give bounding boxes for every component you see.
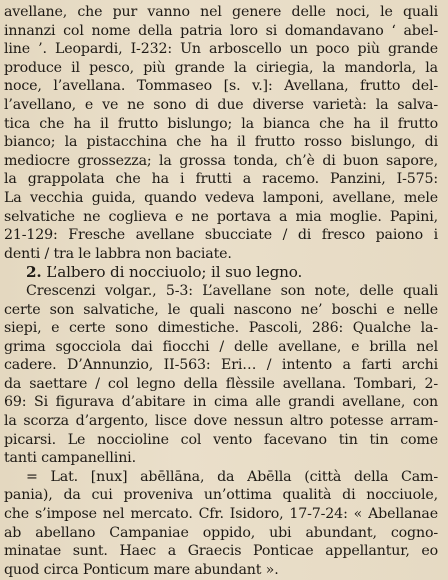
text-line-8: bianco; la pistacchina che ha il frutto rosso bislungo, di — [4, 134, 438, 151]
text-line-20: cadere. D’Annunzio, II-563: Eri… / intento a farti archi — [4, 357, 438, 374]
text-line-23: la scorza d’argento, lisce dove nessun altro potesse arram- — [4, 413, 438, 430]
section-number: 2. — [26, 263, 42, 282]
text-line-30: minatae sunt. Haec a Graecis Ponticae appellantur, eo — [4, 543, 438, 560]
text-line-27: pania), da cui proveniva un’ottima qualità di nocciuole, — [4, 487, 438, 504]
text-line-12: selvatiche ne coglieva e ne portava a mia moglie. Papini, — [4, 208, 438, 225]
section-title: L’albero di nocciuolo; il suo legno. — [46, 263, 303, 282]
text-line-19: grima sgocciola dai fiocchi / delle avellane, e brilla nel — [4, 338, 438, 355]
text-line-2: innanzi col nome della patria loro si domandavano ‘ abel- — [4, 22, 438, 39]
text-line-1: avellane, che pur vanno nel genere delle noci, le quali — [4, 4, 438, 20]
text-line-25: tanti campanellini. — [4, 450, 136, 467]
text-line-18: siepi, e certe sono dimestiche. Pascoli, 286: Qualche la- — [4, 320, 438, 337]
text-line-9: mediocre grossezza; la grossa tonda, ch’è di buon sapore, — [4, 152, 438, 169]
text-line-24: picarsi. Le noccioline col vento facevano tin tin come — [4, 431, 438, 448]
text-line-28: che s’impose nel mercato. Cfr. Isidoro, 17-7-24: « Abellanae — [4, 506, 438, 523]
text-line-31: quod circa Ponticum mare abundant ». — [4, 561, 279, 578]
text-line-21: da saettare / col legno della flèssile avellana. Tombari, 2- — [4, 375, 438, 392]
text-line-3: line ’. Leopardi, I-232: Un arboscello un poco più grande — [4, 41, 438, 58]
text-line-6: l’avellano, e ve ne sono di due diverse varietà: la salva- — [4, 96, 438, 113]
text-line-11: La vecchia guida, quando vedeva lamponi, avellane, mele — [4, 189, 438, 206]
section-heading — [4, 263, 438, 282]
text-line-14: denti / tra le labbra non baciate. — [4, 245, 232, 262]
text-line-10: la grappolata che ha i frutti a racemo. Panzini, I-575: — [4, 171, 438, 188]
text-line-26: = Lat. [nux] abēllāna, da Abēlla (città della Cam- — [26, 468, 438, 485]
text-line-4: produce il pesco, più grande la ciriegia, la mandorla, la — [4, 59, 438, 76]
text-line-16: Crescenzi volgar., 5-3: L’avellane son note, delle quali — [26, 282, 438, 299]
text-line-5: noce, l’avellana. Tommaseo [s. v.]: Avellana, frutto del- — [4, 78, 438, 95]
text-line-29: ab abellano Campaniae oppido, ubi abundant, cogno- — [4, 524, 438, 541]
text-line-22: 69: Si figurava d’abitare in cima alle grandi avellane, con — [4, 394, 438, 411]
text-line-17: certe son salvatiche, le quali nascono ne’ boschi e nelle — [4, 301, 438, 318]
text-line-13: 21-129: Fresche avellane sbucciate / di fresco paiono i — [4, 227, 438, 244]
text-line-7: tica che ha il frutto bislungo; la bianca che ha il frutto — [4, 115, 438, 132]
